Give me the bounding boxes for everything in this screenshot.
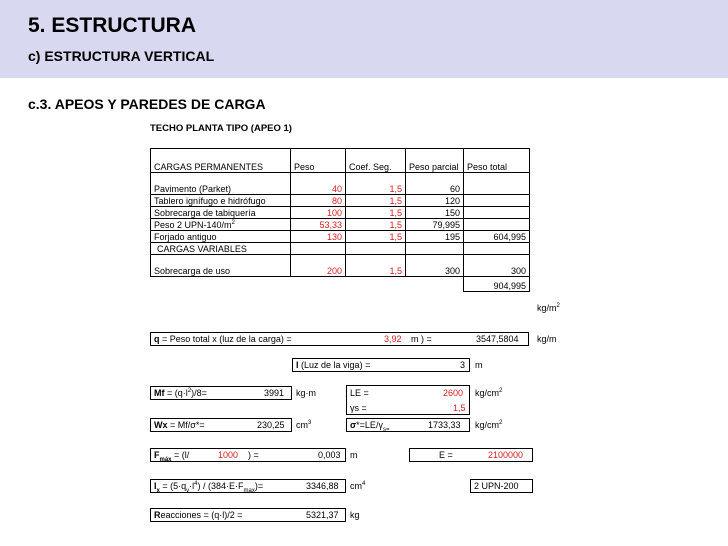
- header-cargas: CARGAS PERMANENTES: [151, 149, 291, 173]
- header-coef: Coef. Seg.: [346, 149, 406, 173]
- fmax-value: 0,003: [318, 450, 341, 460]
- wx-label-text: = Mf/σ*=: [170, 420, 205, 430]
- row-peso: 130: [291, 231, 346, 243]
- empty-cell: [291, 243, 346, 255]
- ix-value: 3346,88: [306, 481, 339, 491]
- sigma-label: $\sigma*=LE/\gamma_{s=}$: [350, 420, 390, 433]
- fmax-label: $F_{máx} = (l/$: [154, 450, 190, 463]
- q-value: 3,92: [384, 334, 402, 344]
- row-total: [464, 219, 530, 231]
- section-title: c.3. APEOS Y PAREDES DE CARGA: [28, 96, 266, 112]
- header-band: [0, 0, 728, 78]
- le-unit: $kg/cm^2$: [475, 388, 503, 398]
- row-coef: 1,5: [346, 195, 406, 207]
- e-value: 2100000: [488, 450, 524, 460]
- row-total: [464, 207, 530, 219]
- header-parcial: Peso parcial: [406, 149, 464, 173]
- q-result: 3547,5804: [476, 334, 519, 344]
- l-value: 3: [460, 360, 466, 370]
- row-label: Sobrecarga de uso: [151, 255, 291, 277]
- empty-cell: [346, 243, 406, 255]
- q-unit-mid: m ) =: [411, 334, 432, 344]
- l-label: l (Luz de la viga) =: [296, 360, 371, 370]
- row-peso: 53,33: [291, 219, 346, 231]
- reac-label: Reacciones = (q·l)/2 =: [154, 510, 243, 520]
- empty-cell: [406, 277, 464, 292]
- row-parcial: 195: [406, 231, 464, 243]
- e-label: E =: [439, 450, 453, 460]
- le-unit-text: kg/cm: [475, 388, 500, 398]
- page-title: 5. ESTRUCTURA: [28, 14, 197, 37]
- l-label-text: (Luz de la viga) =: [301, 360, 371, 370]
- reac-value: 5321,37: [306, 510, 339, 520]
- q-unit: kg/m: [537, 334, 557, 344]
- mf-unit: kg·m: [296, 388, 316, 398]
- ix-label: $I_x = (5\cdot q_v\cdot l^4) / (384\cdot E\cdot F_{max})=$: [154, 481, 264, 494]
- ix-label-end: ) / (384·E·F: [197, 481, 244, 491]
- table-row: [151, 231, 530, 243]
- row-coef: 1,5: [346, 207, 406, 219]
- grand-total-unit: $kg/m^2$: [537, 303, 560, 313]
- row-total: [464, 173, 530, 195]
- row-parcial: 300: [406, 255, 464, 277]
- row-coef: 1,5: [346, 255, 406, 277]
- le-value: 2600: [443, 388, 464, 398]
- table-row: [151, 195, 530, 207]
- row-label: Tablero ignífugo e hidrófugo: [151, 195, 291, 207]
- row-label: Sobrecarga de tabiquería: [151, 207, 291, 219]
- row-coef: 1,5: [346, 173, 406, 195]
- table-row: [151, 255, 530, 277]
- table-row: [151, 207, 530, 219]
- wx-unit: $cm^3$: [296, 420, 312, 430]
- wx-label: Wx = Mf/σ*=: [154, 420, 205, 430]
- fmax-label-end: ) =: [248, 450, 259, 460]
- wx-value: 230,25: [257, 420, 285, 430]
- ix-label-text: = (5·q: [162, 481, 187, 491]
- fmax-label-text: = (l/: [174, 450, 190, 460]
- row-parcial: 79,995: [406, 219, 464, 231]
- grand-unit-text: kg/m: [537, 303, 557, 313]
- variables-row: [151, 243, 530, 255]
- page-subtitle: c) ESTRUCTURA VERTICAL: [28, 48, 215, 64]
- fmax-unit: m: [350, 450, 358, 460]
- mf-label: $Mf = (q\cdot l^2)/8=$: [154, 388, 207, 398]
- ix-unit-text: cm: [350, 481, 362, 491]
- mf-label-end: )/8=: [191, 388, 207, 398]
- grand-total-row: [151, 277, 530, 292]
- row-peso: 100: [291, 207, 346, 219]
- table-row: [151, 219, 530, 231]
- mf-label-text: = (q·l: [167, 388, 188, 398]
- row-parcial: 120: [406, 195, 464, 207]
- header-total: Peso total: [464, 149, 530, 173]
- row-peso: 80: [291, 195, 346, 207]
- empty-cell: [151, 277, 291, 292]
- row-total: 604,995: [464, 231, 530, 243]
- empty-cell: [406, 243, 464, 255]
- ix-label-mid: ·l: [189, 481, 195, 491]
- row-label-text: Peso 2 UPN-140/m: [154, 220, 232, 230]
- row-total: [464, 195, 530, 207]
- table-caption: TECHO PLANTA TIPO (APEO 1): [150, 123, 292, 134]
- table-row: [151, 173, 530, 195]
- grand-total: 904,995: [464, 277, 530, 292]
- row-total: 300: [464, 255, 530, 277]
- upn-label: 2 UPN-200: [474, 481, 519, 491]
- table-header-row: [151, 149, 530, 173]
- row-label: Peso 2 UPN-$140/m^2$: [151, 219, 291, 231]
- reac-label-text: eacciones = (q·l)/2 =: [160, 510, 243, 520]
- sigma-value: 1733,33: [428, 420, 461, 430]
- q-label: q = Peso total x (luz de la carga) =: [154, 334, 292, 344]
- le-label: LE =: [350, 388, 369, 398]
- row-parcial: 150: [406, 207, 464, 219]
- empty-cell: [346, 277, 406, 292]
- fmax-value-red: 1000: [218, 450, 239, 460]
- header-peso: Peso: [291, 149, 346, 173]
- variables-label: CARGAS VARIABLES: [151, 243, 291, 255]
- gs-value: 1,5: [453, 403, 466, 413]
- row-peso: 40: [291, 173, 346, 195]
- gs-label: γs =: [350, 403, 367, 413]
- l-unit: m: [475, 360, 483, 370]
- sigma-label-text: *=LE/γ: [356, 420, 383, 430]
- row-coef: 1,5: [346, 231, 406, 243]
- sigma-unit-text: kg/cm: [475, 420, 500, 430]
- row-parcial: 60: [406, 173, 464, 195]
- row-coef: 1,5: [346, 219, 406, 231]
- reac-unit: kg: [350, 510, 360, 520]
- row-label: Forjado antiguo: [151, 231, 291, 243]
- ix-label-close: )=: [254, 481, 264, 491]
- empty-cell: [464, 243, 530, 255]
- q-label-text: = Peso total x (luz de la carga) =: [162, 334, 292, 344]
- ix-unit: $cm^4$: [350, 481, 366, 491]
- row-label: Pavimento (Parket): [151, 173, 291, 195]
- wx-unit-text: cm: [296, 420, 308, 430]
- mf-value: 3991: [264, 388, 285, 398]
- empty-cell: [291, 277, 346, 292]
- sigma-unit: $kg/cm^2$: [475, 420, 503, 430]
- loads-table: [150, 148, 530, 292]
- row-peso: 200: [291, 255, 346, 277]
